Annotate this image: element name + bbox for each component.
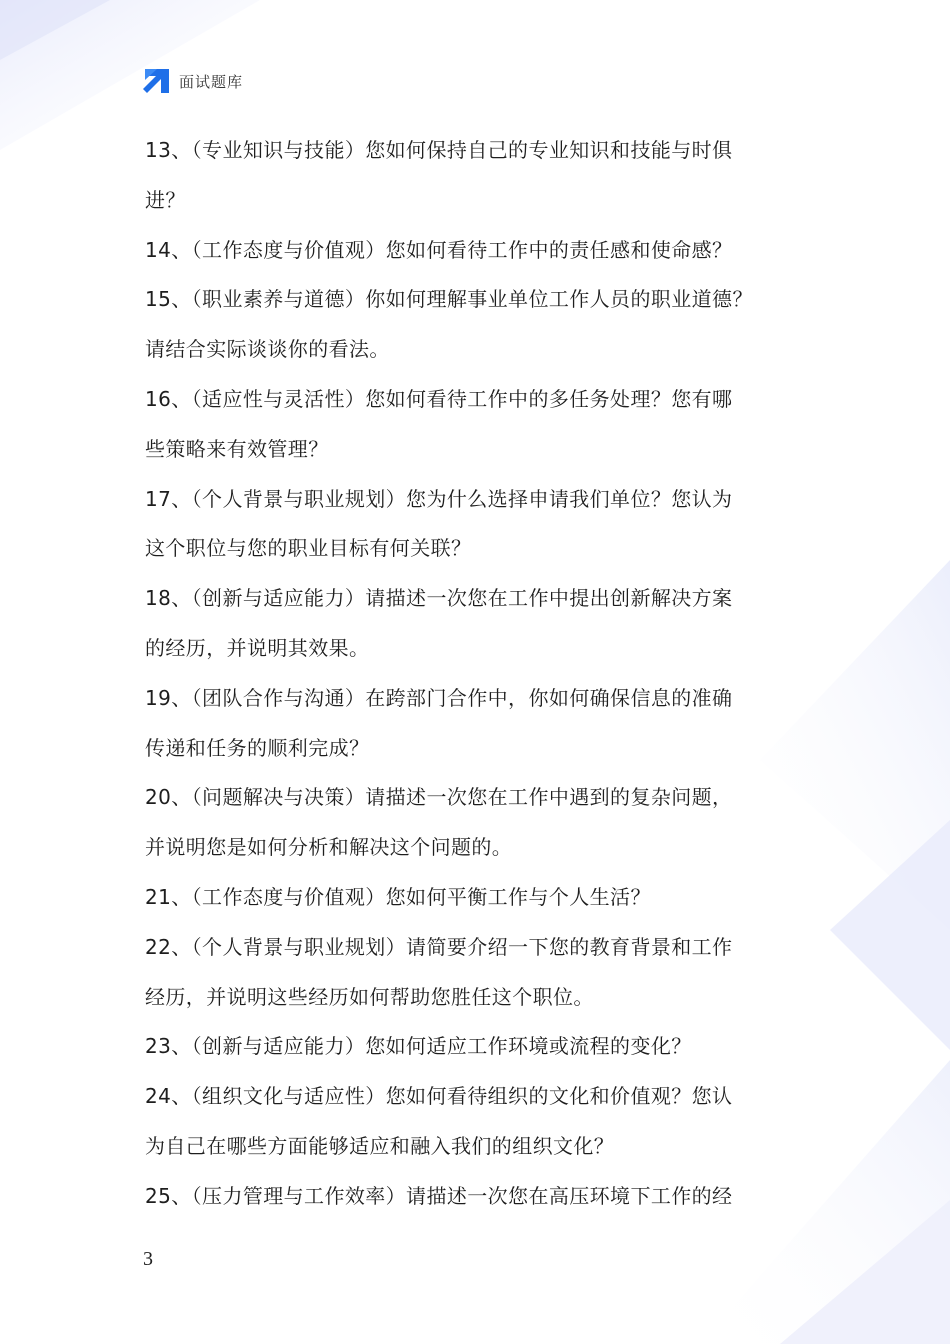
text-line: 17、（个人背景与职业规划）您为什么选择申请我们单位？您认为 (145, 486, 733, 511)
text-line: 18、（创新与适应能力）请描述一次您在工作中提出创新解决方案 (145, 586, 733, 611)
text-line: 16、（适应性与灵活性）您如何看待工作中的多任务处理？您有哪 (145, 386, 733, 411)
text-line: 13、（专业知识与技能）您如何保持自己的专业知识和技能与时俱 (145, 138, 733, 162)
brand-name: 面试题库 (179, 72, 244, 91)
text-line: 21、（工作态度与价值观）您如何平衡工作与个人生活？ (145, 884, 651, 909)
header (143, 66, 243, 96)
arrow-up-right-icon (143, 67, 171, 95)
text-line: 请结合实际谈谈你的看法。 (145, 337, 390, 362)
text-line: 24、（组织文化与适应性）您如何看待组织的文化和价值观？您认 (145, 1084, 733, 1109)
text-line: 并说明您是如何分析和解决这个问题的。 (145, 835, 513, 860)
page-number: 3 (143, 1248, 153, 1270)
text-line: 传递和任务的顺利完成？ (145, 735, 370, 760)
text-line: 20、（问题解决与决策）请描述一次您在工作中遇到的复杂问题， (145, 785, 733, 810)
question-list (145, 126, 835, 1222)
text-line: 的经历，并说明其效果。 (145, 635, 370, 660)
text-line: 些策略来有效管理？ (145, 436, 329, 461)
text-line: 19、（团队合作与沟通）在跨部门合作中，你如何确保信息的准确 (145, 685, 733, 710)
text-line: 25、（压力管理与工作效率）请描述一次您在高压环境下工作的经 (145, 1183, 733, 1208)
text-line: 为自己在哪些方面能够适应和融入我们的组织文化？ (145, 1133, 615, 1158)
text-line: 14、（工作态度与价值观）您如何看待工作中的责任感和使命感？ (145, 237, 733, 262)
text-line: 这个职位与您的职业目标有何关联？ (145, 536, 472, 561)
text-line: 23、（创新与适应能力）您如何适应工作环境或流程的变化？ (145, 1034, 692, 1059)
text-line: 进？ (145, 187, 186, 212)
text-line: 经历，并说明这些经历如何帮助您胜任这个职位。 (145, 984, 594, 1009)
text-line: 22、（个人背景与职业规划）请简要介绍一下您的教育背景和工作 (145, 934, 733, 959)
text-line: 15、（职业素养与道德）你如何理解事业单位工作人员的职业道德？ (145, 287, 753, 312)
